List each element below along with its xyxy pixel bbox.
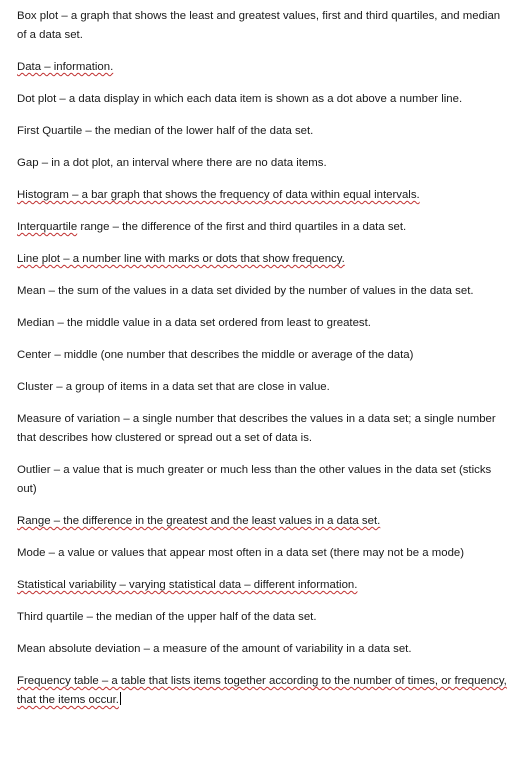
entry-statistical-variability <box>17 576 509 595</box>
entry-text: Dot plot – a data display in which each data item is shown as a dot above a number line. <box>17 93 463 105</box>
entry-text: Third quartile – the median of the upper half of the data set. <box>17 611 317 623</box>
entry-text: Interquartile range – the difference of the first and third quartiles in a data set. <box>17 221 407 233</box>
entry-text: Gap – in a dot plot, an interval where there are no data items. <box>17 157 327 169</box>
entry-text: Box plot – a graph that shows the least and greatest values, first and third quartiles, and median of a data set. <box>17 10 501 41</box>
entry-text: First Quartile – the median of the lower half of the data set. <box>17 125 314 137</box>
entry-mean-absolute-deviation <box>17 640 509 659</box>
entry-outlier <box>17 461 509 499</box>
entry-interquartile-range <box>17 218 509 237</box>
entry-text: Frequency table – a table that lists items together according to the number of times, or frequency, that the items occur. <box>17 675 507 706</box>
entry-text: Median – the middle value in a data set ordered from least to greatest. <box>17 317 371 329</box>
entry-mean <box>17 282 509 301</box>
entry-dot-plot <box>17 90 509 109</box>
entry-mode <box>17 544 509 563</box>
entry-text: Statistical variability – varying statistical data – different information. <box>17 579 358 591</box>
spellcheck-word: Interquartile <box>17 221 78 233</box>
entry-text: Measure of variation – a single number that describes the values in a data set; a single number that describes how clustered or spread out a set of data is. <box>17 413 496 444</box>
entry-text: Cluster – a group of items in a data set that are close in value. <box>17 381 330 393</box>
entry-measure-of-variation <box>17 410 509 448</box>
entry-first-quartile <box>17 122 509 141</box>
entry-text: Center – middle (one number that describes the middle or average of the data) <box>17 349 414 361</box>
entry-text: Range – the difference in the greatest and the least values in a data set. <box>17 515 381 527</box>
entry-text: Data – information. <box>17 61 114 73</box>
entry-median <box>17 314 509 333</box>
text-cursor <box>120 692 121 705</box>
entry-center <box>17 346 509 365</box>
entry-text: Mode – a value or values that appear most often in a data set (there may not be a mode) <box>17 547 465 559</box>
entry-text: Outlier – a value that is much greater or much less than the other values in the data set (sticks out) <box>17 464 492 495</box>
entry-text: Histogram – a bar graph that shows the frequency of data within equal intervals. <box>17 189 420 201</box>
entry-gap <box>17 154 509 173</box>
entry-cluster <box>17 378 509 397</box>
entry-text: Mean – the sum of the values in a data set divided by the number of values in the data set. <box>17 285 474 297</box>
entry-data <box>17 58 509 77</box>
entry-third-quartile <box>17 608 509 627</box>
entry-box-plot <box>17 7 509 45</box>
document-body[interactable] <box>17 7 509 723</box>
entry-histogram <box>17 186 509 205</box>
entry-line-plot <box>17 250 509 269</box>
entry-text: Line plot – a number line with marks or dots that show frequency. <box>17 253 345 265</box>
entry-range <box>17 512 509 531</box>
entry-frequency-table <box>17 672 509 710</box>
entry-text: Mean absolute deviation – a measure of the amount of variability in a data set. <box>17 643 412 655</box>
